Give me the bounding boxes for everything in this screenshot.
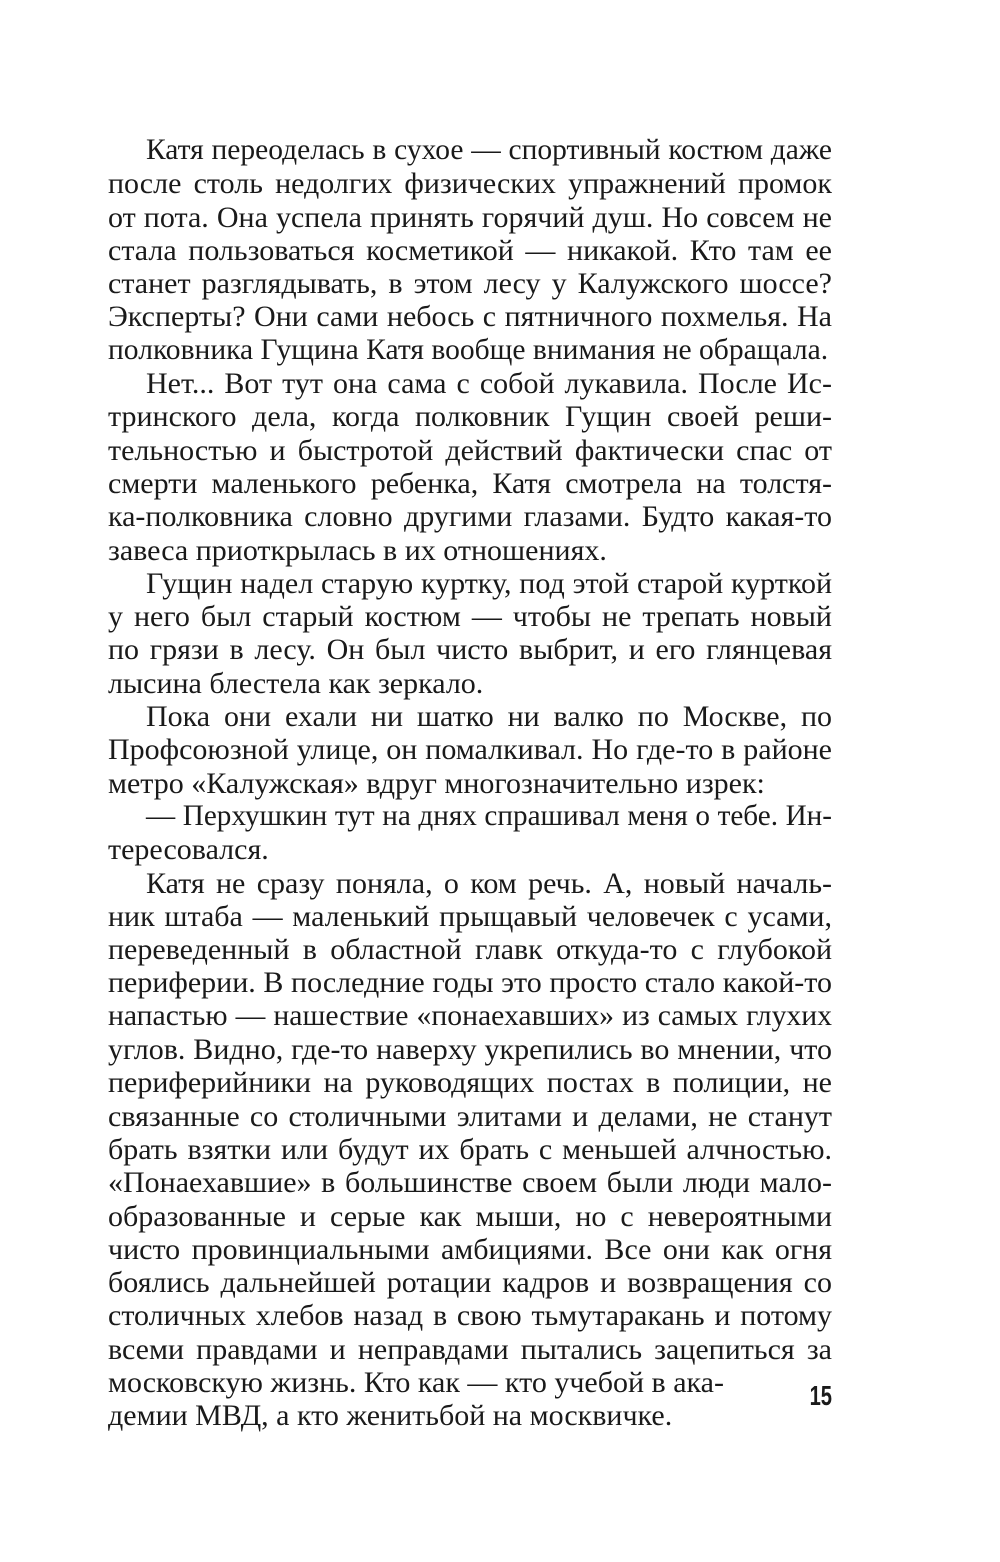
text-line: боялись дальнейшей ротации кадров и возвращения со — [108, 1266, 832, 1300]
page-number: 15 — [809, 1380, 832, 1411]
text-line: углов. Видно, где-то наверху укрепились во мнении, что — [108, 1033, 832, 1067]
text-line: лысина блестела как зеркало. — [108, 666, 484, 700]
text-line: Гущин надел старую куртку, под этой старой курткой — [146, 566, 832, 600]
text-line: тринского дела, когда полковник Гущин своей реши- — [108, 400, 832, 434]
text-line: брать взятки или будут их брать с меньшей алчностью. — [108, 1132, 832, 1166]
text-line: Профсоюзной улице, он помалкивал. Но где-то в районе — [108, 733, 832, 767]
text-line: напастью — нашествие «понаехавших» из самых глухих — [108, 999, 832, 1032]
text-line: Пока они ехали ни шатко ни валко по Москве, по — [146, 700, 832, 734]
text-line: Нет... Вот тут она сама с собой лукавила. После Ис- — [146, 367, 832, 401]
text-line: переведенный в областной главк откуда-то с глубокой — [108, 933, 832, 967]
text-line: образованные и серые как мыши, но с невероятными — [108, 1199, 832, 1233]
text-line: у него был старый костюм — чтобы не трепать новый — [108, 600, 832, 634]
text-line: ка-полковника словно другими глазами. Будто какая-то — [108, 500, 832, 534]
text-line: столичных хлебов назад в свою тьмутаракань и потому — [108, 1299, 832, 1333]
text-line: смерти маленького ребенка, Катя смотрела на толстя- — [108, 466, 832, 500]
text-line: «Понаехавшие» в большинстве своем были люди мало- — [108, 1166, 832, 1200]
text-line: тересовался. — [108, 833, 269, 867]
text-line: связанные со столичными элитами и делами, не станут — [108, 1099, 832, 1133]
text-line: демии МВД, а кто женитьбой на москвичке. — [108, 1399, 673, 1433]
text-line: метро «Калужская» вдруг многозначительно изрек: — [108, 766, 765, 800]
text-line: всеми правдами и неправдами пытались зацепиться за — [108, 1332, 832, 1366]
text-line: по грязи в лесу. Он был чисто выбрит, и его глянцевая — [108, 633, 832, 667]
text-line: полковника Гущина Катя вообще внимания не обращала. — [108, 333, 829, 366]
text-line: станет разглядывать, в этом лесу у Калужского шоссе? — [108, 267, 832, 301]
text-line: — Перхушкин тут на днях спрашивал меня о тебе. Ин- — [146, 799, 832, 832]
text-line: ник штаба — маленький прыщавый человечек с усами, — [108, 899, 832, 933]
text-line: периферийники на руководящих постах в полиции, не — [108, 1066, 832, 1100]
text-line: стала пользоваться косметикой — никакой. Кто там ее — [108, 233, 832, 267]
text-line: периферии. В последние годы это просто стало какой-то — [108, 966, 832, 1000]
text-line: Катя не сразу поняла, о ком речь. А, новый началь- — [146, 866, 832, 900]
text-line: Эксперты? Они сами небось с пятничного похмелья. На — [108, 300, 832, 334]
body-text — [108, 134, 832, 1433]
text-line: после столь недолгих физических упражнений промок — [108, 167, 832, 201]
text-line: Катя переоделась в сухое — спортивный костюм даже — [146, 134, 832, 166]
text-line: чисто провинциальными амбициями. Все они как огня — [108, 1232, 832, 1266]
text-line: завеса приоткрылась в их отношениях. — [108, 533, 607, 567]
text-line: тельностью и быстротой действий фактически спас от — [108, 433, 832, 467]
text-line: от пота. Она успела принять горячий душ. Но совсем не — [108, 200, 832, 234]
text-line: московскую жизнь. Кто как — кто учебой в ака- — [108, 1365, 724, 1399]
